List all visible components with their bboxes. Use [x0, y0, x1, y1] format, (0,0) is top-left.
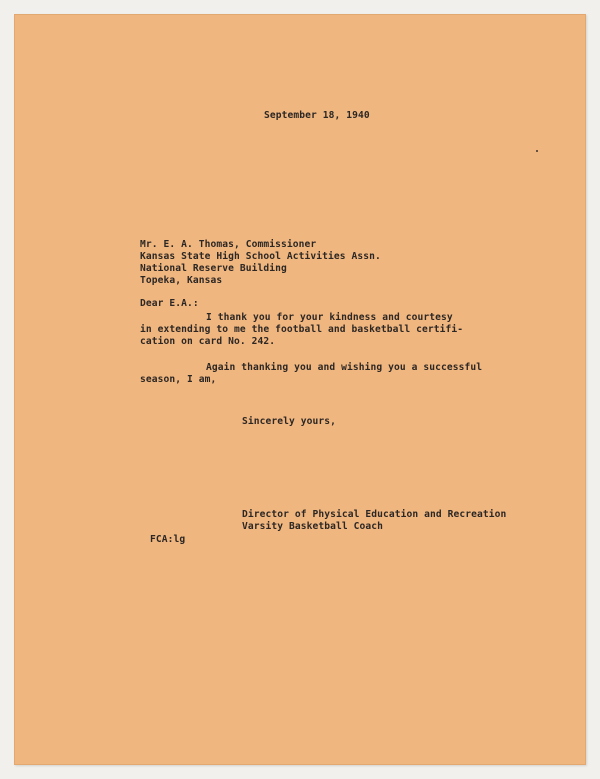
paragraph-1-line-2: in extending to me the football and basketball certifi- [140, 324, 464, 335]
reference-initials: FCA:lg [150, 534, 186, 545]
paragraph-2-line-1: Again thanking you and wishing you a successful [206, 362, 483, 373]
recipient-line-1: Mr. E. A. Thomas, Commissioner [140, 239, 317, 250]
signature-title-2: Varsity Basketball Coach [242, 521, 384, 532]
recipient-line-2: Kansas State High School Activities Assn. [140, 251, 381, 262]
paragraph-2-line-2: season, I am, [140, 374, 217, 385]
recipient-line-4: Topeka, Kansas [140, 275, 223, 286]
closing: Sincerely yours, [242, 416, 337, 427]
paragraph-1-line-1: I thank you for your kindness and courtesy [206, 312, 453, 323]
paper-speck [536, 150, 538, 152]
signature-title-1: Director of Physical Education and Recreation [242, 509, 507, 520]
letter-page [14, 14, 586, 765]
recipient-line-3: National Reserve Building [140, 263, 287, 274]
paragraph-1-line-3: cation on card No. 242. [140, 336, 276, 347]
salutation: Dear E.A.: [140, 298, 199, 309]
letter-date: September 18, 1940 [264, 110, 370, 121]
